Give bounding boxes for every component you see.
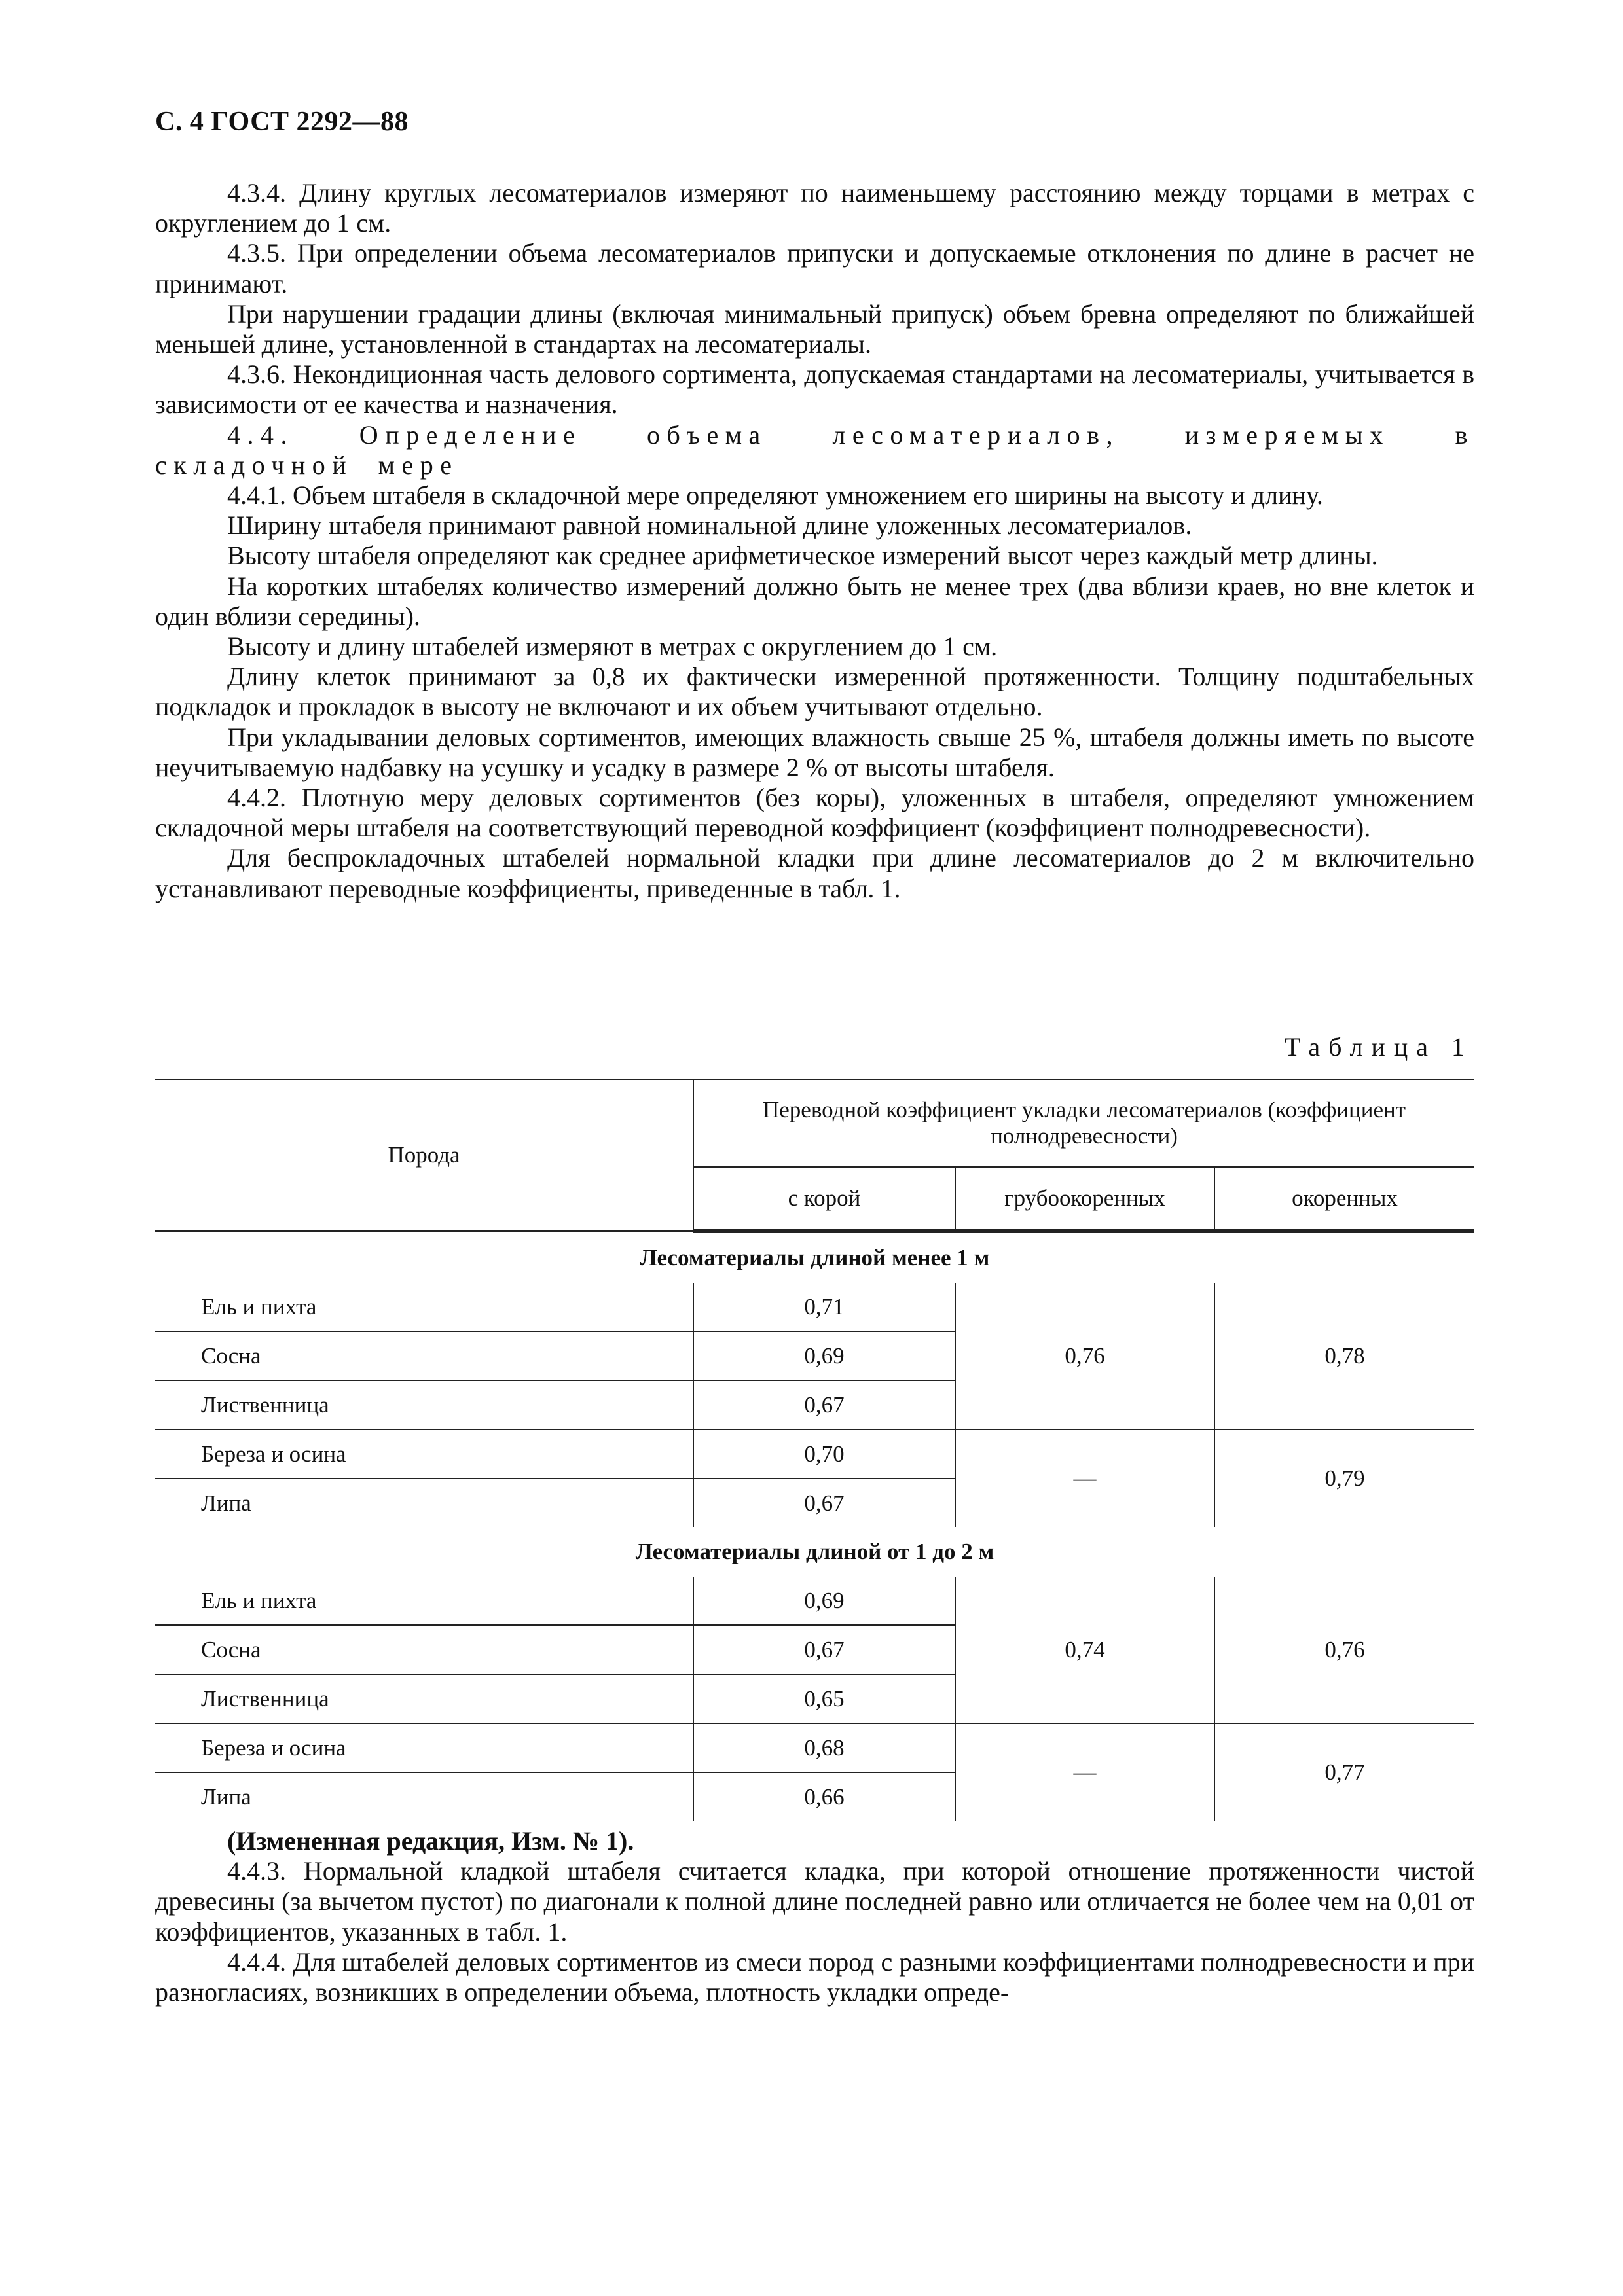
with-bark-value: 0,67 (693, 1625, 955, 1674)
with-bark-value: 0,66 (693, 1772, 955, 1821)
body-text (155, 178, 1474, 904)
paragraph: Для беспрокладочных штабелей нормальной кладки при длине лесоматериалов до 2 м включительно устанавливают переводные коэффициенты, приведенные в табл. 1. (155, 843, 1474, 903)
species-cell: Береза и осина (155, 1723, 693, 1772)
debarked-value: 0,79 (1214, 1429, 1474, 1527)
rough-debarked-value: — (955, 1429, 1214, 1527)
with-bark-value: 0,67 (693, 1479, 955, 1527)
page-header: С. 4 ГОСТ 2292—88 (155, 107, 409, 137)
species-group (155, 1283, 1474, 1429)
table-section (155, 1527, 1474, 1577)
header-debarked: окоренных (1214, 1167, 1474, 1231)
species-cell: Липа (155, 1772, 693, 1821)
section-title: Лесоматериалы длиной менее 1 м (640, 1245, 990, 1270)
table-row (155, 1429, 1474, 1479)
species-cell: Липа (155, 1479, 693, 1527)
section-title: Лесоматериалы длиной от 1 до 2 м (635, 1539, 994, 1564)
species-cell: Береза и осина (155, 1429, 693, 1479)
section-row (155, 1231, 1474, 1283)
section-row (155, 1527, 1474, 1577)
coefficient-table (155, 1079, 1474, 1821)
paragraph: 4.4.3. Нормальной кладкой штабеля считается кладка, при которой отношение протяженности чистой древесины (за вычетом пустот) по диагонали к полной длине последней равно или отличается не более чем на 0,01 от коэффициентов, указанных в табл. 1. (155, 1856, 1474, 1946)
rough-debarked-value: 0,76 (955, 1283, 1214, 1429)
section-heading: 4.4. Определение объема лесоматериалов, измеряемых в складочной мере (155, 420, 1474, 480)
species-cell: Ель и пихта (155, 1283, 693, 1331)
species-cell: Сосна (155, 1331, 693, 1380)
paragraph: 4.3.6. Некондиционная часть делового сортимента, допускаемая стандартами на лесоматериалы, учитывается в зависимости от ее качества и назначения. (155, 359, 1474, 420)
paragraph: При укладывании деловых сортиментов, имеющих влажность свыше 25 %, штабеля должны иметь по высоте неучитываемую надбавку на усушку и усадку в размере 2 % от высоты штабеля. (155, 722, 1474, 782)
table-row (155, 1283, 1474, 1331)
table-caption: Таблица 1 (1284, 1032, 1473, 1062)
table-row (155, 1723, 1474, 1772)
species-cell: Ель и пихта (155, 1577, 693, 1625)
table-row (155, 1577, 1474, 1625)
species-cell: Лиственница (155, 1380, 693, 1429)
amendment-note: (Измененная редакция, Изм. № 1). (227, 1826, 634, 1856)
paragraph: На коротких штабелях количество измерений должно быть не менее трех (два вблизи краев, но вне клеток и один вблизи середины). (155, 571, 1474, 631)
species-group (155, 1577, 1474, 1723)
paragraph: Ширину штабеля принимают равной номинальной длине уложенных лесоматериалов. (227, 511, 1192, 541)
paragraph: 4.3.4. Длину круглых лесоматериалов измеряют по наименьшему расстоянию между торцами в метрах с округлением до 1 см. (155, 178, 1474, 238)
with-bark-value: 0,68 (693, 1723, 955, 1772)
header-rough-debarked: грубоокоренных (955, 1167, 1214, 1231)
header-coefficient-group: Переводной коэффициент укладки лесоматериалов (коэффициент полнодревесности) (693, 1079, 1474, 1167)
with-bark-value: 0,65 (693, 1674, 955, 1723)
header-species: Порода (155, 1079, 693, 1231)
table-section (155, 1231, 1474, 1283)
paragraph: 4.3.5. При определении объема лесоматериалов припуски и допускаемые отклонения по длине в расчет не принимают. (155, 238, 1474, 298)
paragraph: 4.4.1. Объем штабеля в складочной мере определяют умножением его ширины на высоту и длину. (227, 480, 1323, 511)
species-group (155, 1429, 1474, 1527)
paragraph: Высоту и длину штабелей измеряют в метрах с округлением до 1 см. (227, 632, 998, 662)
rough-debarked-value: — (955, 1723, 1214, 1821)
with-bark-value: 0,67 (693, 1380, 955, 1429)
debarked-value: 0,77 (1214, 1723, 1474, 1821)
header-with-bark: с корой (693, 1167, 955, 1231)
paragraph: 4.4.4. Для штабелей деловых сортиментов из смеси пород с разными коэффициентами полнодревесности и при разногласиях, возникших в определении объема, плотность укладки опреде- (155, 1946, 1474, 2007)
paragraph: 4.4.2. Плотную меру деловых сортиментов (без коры), уложенных в штабеля, определяют умножением складочной меры штабеля на соответствующий переводной коэффициент (коэффициент полнодревесности). (155, 783, 1474, 843)
debarked-value: 0,78 (1214, 1283, 1474, 1429)
with-bark-value: 0,70 (693, 1429, 955, 1479)
species-cell: Сосна (155, 1625, 693, 1674)
with-bark-value: 0,69 (693, 1331, 955, 1380)
with-bark-value: 0,71 (693, 1283, 955, 1331)
after-text (155, 1826, 1474, 2007)
species-group (155, 1723, 1474, 1821)
rough-debarked-value: 0,74 (955, 1577, 1214, 1723)
debarked-value: 0,76 (1214, 1577, 1474, 1723)
species-cell: Лиственница (155, 1674, 693, 1723)
paragraph: Высоту штабеля определяют как среднее арифметическое измерений высот через каждый метр длины. (227, 541, 1378, 571)
with-bark-value: 0,69 (693, 1577, 955, 1625)
paragraph: При нарушении градации длины (включая минимальный припуск) объем бревна определяют по ближайшей меньшей длине, установленной в стандартах на лесоматериалы. (155, 298, 1474, 359)
paragraph: Длину клеток принимают за 0,8 их фактически измеренной протяженности. Толщину подштабельных подкладок и прокладок в высоту не включают и их объем учитывают отдельно. (155, 662, 1474, 722)
